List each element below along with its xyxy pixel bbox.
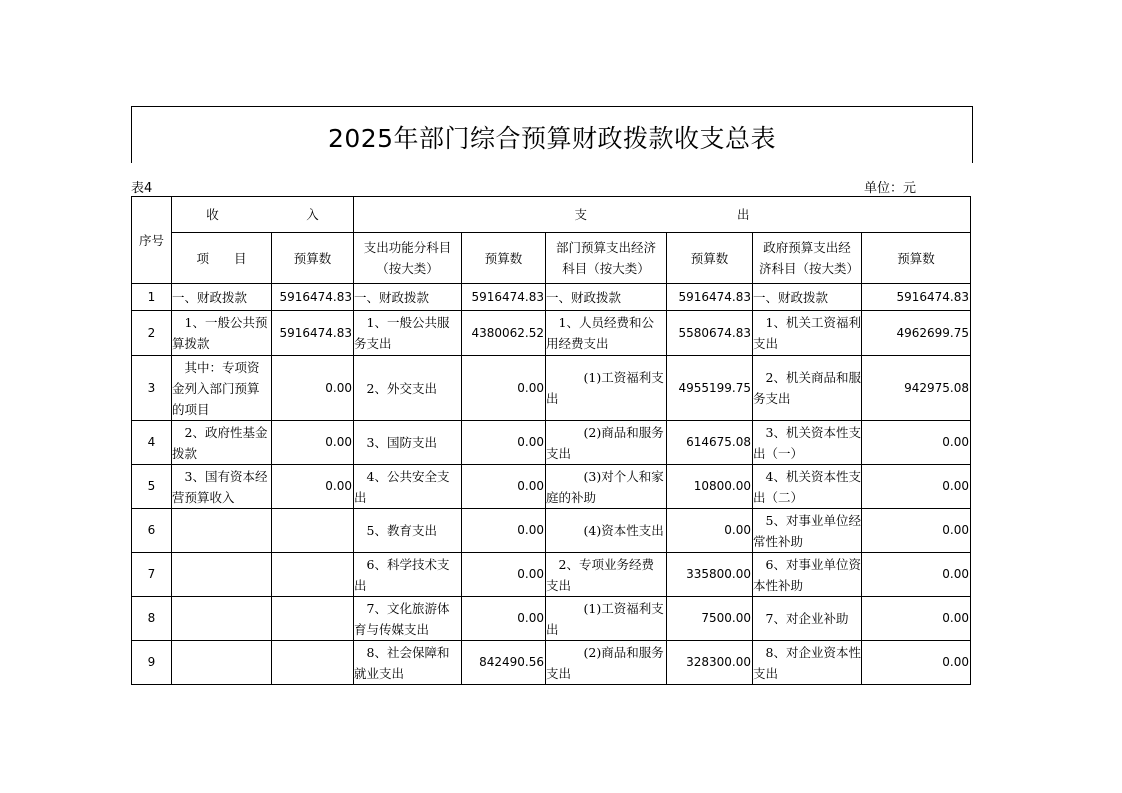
header-amount-dept: 预算数 [667, 233, 753, 284]
func-item: 3、国防支出 [354, 421, 462, 465]
income-item: 1、一般公共预算拨款 [172, 311, 272, 356]
func-amount: 5916474.83 [462, 284, 546, 311]
row-index: 6 [132, 509, 172, 553]
income-amount: 5916474.83 [272, 284, 354, 311]
dept-econ-item: (1)工资福利支出 [546, 356, 667, 421]
func-amount: 4380062.52 [462, 311, 546, 356]
row-index: 9 [132, 641, 172, 685]
row-index: 1 [132, 284, 172, 311]
unit-label: 单位：元 [864, 181, 917, 196]
dept-econ-amount: 614675.08 [667, 421, 753, 465]
gov-econ-amount: 0.00 [862, 509, 971, 553]
income-amount [272, 553, 354, 597]
dept-econ-item: (2)商品和服务支出 [546, 641, 667, 685]
dept-econ-item: 一、财政拨款 [546, 284, 667, 311]
table-row [132, 553, 971, 597]
income-item [172, 641, 272, 685]
table-row [132, 421, 971, 465]
income-amount [272, 597, 354, 641]
dept-econ-amount: 328300.00 [667, 641, 753, 685]
func-item: 5、教育支出 [354, 509, 462, 553]
gov-econ-item: 4、机关资本性支出（二） [753, 465, 862, 509]
income-amount [272, 641, 354, 685]
income-item [172, 553, 272, 597]
header-gov-econ: 政府预算支出经济科目（按大类） [753, 233, 862, 284]
func-item: 一、财政拨款 [354, 284, 462, 311]
gov-econ-item: 一、财政拨款 [753, 284, 862, 311]
dept-econ-amount: 4955199.75 [667, 356, 753, 421]
table-row [132, 597, 971, 641]
func-item: 2、外交支出 [354, 356, 462, 421]
header-income: 收 入 [172, 197, 354, 233]
dept-econ-amount: 5916474.83 [667, 284, 753, 311]
func-amount: 0.00 [462, 509, 546, 553]
header-dept-econ: 部门预算支出经济科目（按大类） [546, 233, 667, 284]
dept-econ-amount: 5580674.83 [667, 311, 753, 356]
table-row [132, 284, 971, 311]
gov-econ-amount: 5916474.83 [862, 284, 971, 311]
row-index: 8 [132, 597, 172, 641]
income-item [172, 597, 272, 641]
dept-econ-item: (1)工资福利支出 [546, 597, 667, 641]
row-index: 2 [132, 311, 172, 356]
row-index: 7 [132, 553, 172, 597]
gov-econ-amount: 4962699.75 [862, 311, 971, 356]
title-box [131, 106, 973, 163]
income-item: 2、政府性基金拨款 [172, 421, 272, 465]
header-item: 项 目 [172, 233, 272, 284]
gov-econ-item: 5、对事业单位经常性补助 [753, 509, 862, 553]
income-amount: 0.00 [272, 421, 354, 465]
gov-econ-amount: 942975.08 [862, 356, 971, 421]
income-item [172, 509, 272, 553]
gov-econ-item: 3、机关资本性支出（一） [753, 421, 862, 465]
func-item: 1、一般公共服务支出 [354, 311, 462, 356]
income-item: 一、财政拨款 [172, 284, 272, 311]
dept-econ-amount: 10800.00 [667, 465, 753, 509]
income-amount: 0.00 [272, 465, 354, 509]
row-index: 3 [132, 356, 172, 421]
dept-econ-amount: 0.00 [667, 509, 753, 553]
gov-econ-amount: 0.00 [862, 641, 971, 685]
table-row [132, 509, 971, 553]
header-expense: 支 出 [354, 197, 971, 233]
budget-table [131, 196, 971, 685]
income-amount: 0.00 [272, 356, 354, 421]
table-row [132, 465, 971, 509]
dept-econ-amount: 335800.00 [667, 553, 753, 597]
row-index: 5 [132, 465, 172, 509]
header-amount-gov: 预算数 [862, 233, 971, 284]
gov-econ-item: 6、对事业单位资本性补助 [753, 553, 862, 597]
func-item: 8、社会保障和就业支出 [354, 641, 462, 685]
func-item: 4、公共安全支出 [354, 465, 462, 509]
table-row [132, 356, 971, 421]
func-amount: 842490.56 [462, 641, 546, 685]
table-number: 表4 [131, 181, 153, 196]
income-item: 3、国有资本经营预算收入 [172, 465, 272, 509]
income-amount [272, 509, 354, 553]
dept-econ-item: 1、人员经费和公用经费支出 [546, 311, 667, 356]
dept-econ-item: 2、专项业务经费支出 [546, 553, 667, 597]
dept-econ-item: (4)资本性支出 [546, 509, 667, 553]
income-item: 其中：专项资金列入部门预算的项目 [172, 356, 272, 421]
row-index: 4 [132, 421, 172, 465]
header-amount-income: 预算数 [272, 233, 354, 284]
header-func-category: 支出功能分科目（按大类） [354, 233, 462, 284]
func-amount: 0.00 [462, 356, 546, 421]
gov-econ-amount: 0.00 [862, 465, 971, 509]
gov-econ-item: 1、机关工资福利支出 [753, 311, 862, 356]
gov-econ-amount: 0.00 [862, 597, 971, 641]
table-row [132, 311, 971, 356]
func-amount: 0.00 [462, 465, 546, 509]
gov-econ-amount: 0.00 [862, 553, 971, 597]
func-amount: 0.00 [462, 597, 546, 641]
func-item: 6、科学技术支出 [354, 553, 462, 597]
gov-econ-item: 8、对企业资本性支出 [753, 641, 862, 685]
table-row [132, 641, 971, 685]
income-amount: 5916474.83 [272, 311, 354, 356]
header-amount-func: 预算数 [462, 233, 546, 284]
gov-econ-item: 2、机关商品和服务支出 [753, 356, 862, 421]
gov-econ-item: 7、对企业补助 [753, 597, 862, 641]
dept-econ-item: (3)对个人和家庭的补助 [546, 465, 667, 509]
dept-econ-amount: 7500.00 [667, 597, 753, 641]
header-seq: 序号 [132, 197, 172, 284]
func-item: 7、文化旅游体育与传媒支出 [354, 597, 462, 641]
func-amount: 0.00 [462, 553, 546, 597]
dept-econ-item: (2)商品和服务支出 [546, 421, 667, 465]
gov-econ-amount: 0.00 [862, 421, 971, 465]
page-title: 2025年部门综合预算财政拨款收支总表 [327, 124, 777, 153]
func-amount: 0.00 [462, 421, 546, 465]
